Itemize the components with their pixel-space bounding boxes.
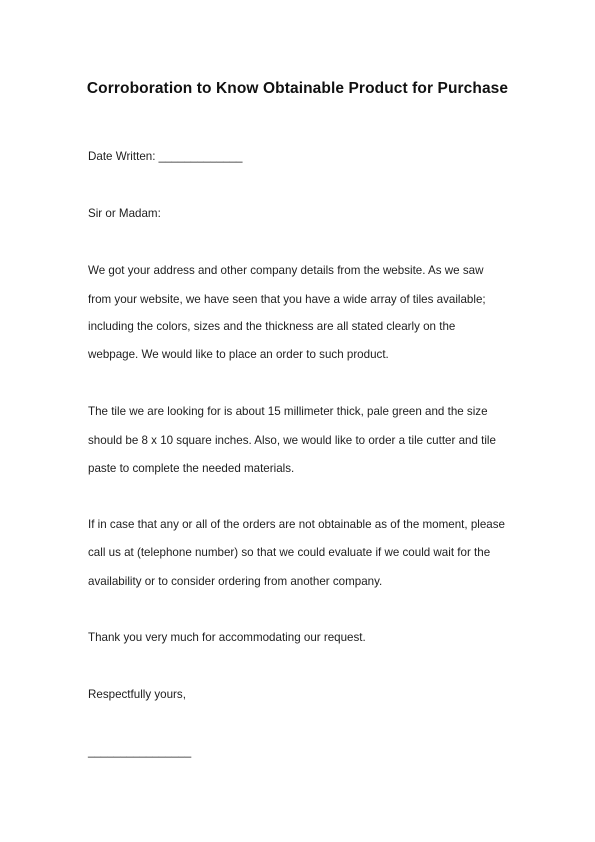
paragraph-2-line: paste to complete the needed materials. (88, 462, 295, 475)
paragraph-3-line: call us at (telephone number) so that we could evaluate if we could wait for the (88, 546, 491, 559)
paragraph-3-line: If in case that any or all of the orders are not obtainable as of the moment, please (88, 518, 505, 531)
paragraph-1-line: We got your address and other company details from the website. As we saw (88, 264, 484, 277)
date-written-line: Date Written: _____________ (88, 150, 243, 163)
thank-you-line: Thank you very much for accommodating our request. (88, 631, 366, 644)
paragraph-1-line: including the colors, sizes and the thickness are all stated clearly on the (88, 320, 456, 333)
paragraph-2-line: The tile we are looking for is about 15 millimeter thick, pale green and the size (88, 405, 488, 418)
paragraph-3-line: availability or to consider ordering from another company. (88, 575, 383, 588)
letter-title: Corroboration to Know Obtainable Product for Purchase (86, 80, 509, 97)
salutation: Sir or Madam: (88, 207, 161, 220)
signature-line: ________________ (88, 745, 192, 758)
paragraph-1-line: webpage. We would like to place an order to such product. (88, 348, 389, 361)
paragraph-2-line: should be 8 x 10 square inches. Also, we would like to order a tile cutter and tile (88, 434, 496, 447)
closing-line: Respectfully yours, (88, 688, 186, 701)
paragraph-1-line: from your website, we have seen that you have a wide array of tiles available; (88, 293, 486, 306)
